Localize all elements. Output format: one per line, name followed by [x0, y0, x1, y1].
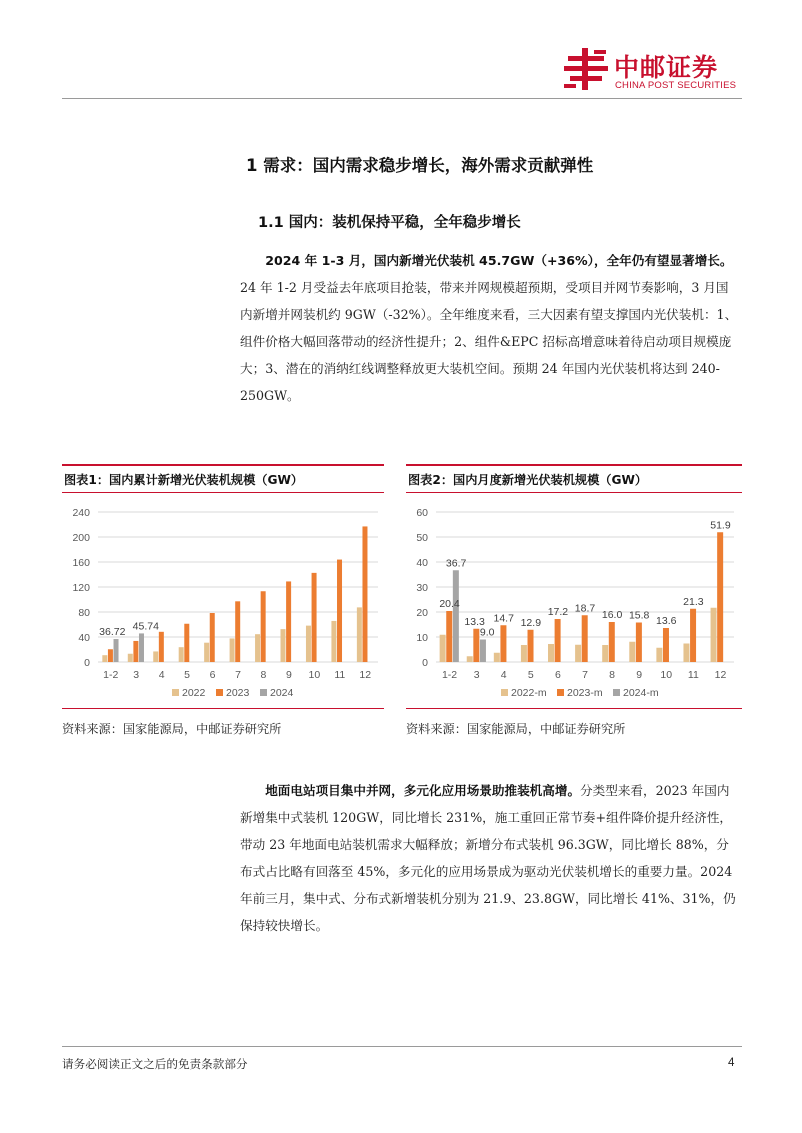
bar-2022-m: [711, 608, 717, 662]
x-tick-label: 1-2: [103, 669, 119, 681]
bar-2023: [261, 591, 266, 662]
bar-2023: [184, 624, 189, 662]
chart-title-bar: [62, 464, 384, 493]
y-tick-label: 30: [416, 582, 428, 594]
bar-2023-m: [636, 623, 642, 663]
bar-2022: [331, 621, 336, 662]
legend-swatch: [557, 689, 564, 696]
y-tick-label: 240: [72, 507, 90, 519]
bar-2023: [312, 573, 317, 662]
bar-2022: [128, 654, 133, 662]
bar-2024-m: [480, 640, 486, 663]
bar-2024-m: [453, 570, 459, 662]
chart-monthly-installations: [406, 464, 742, 706]
monthly-bar-chart: [406, 500, 742, 700]
x-tick-label: 12: [714, 669, 727, 681]
data-label: 17.2: [547, 606, 569, 618]
bar-2022: [230, 638, 235, 662]
x-tick-label: 11: [334, 669, 346, 681]
x-tick-label: 10: [660, 669, 673, 681]
subsection-heading: 1.1 国内：装机保持平稳，全年稳步增长: [258, 215, 521, 231]
x-tick-label: 6: [554, 669, 561, 681]
header-divider: [62, 98, 742, 99]
x-tick-label: 3: [473, 669, 480, 681]
x-tick-label: 6: [209, 669, 216, 681]
x-tick-label: 10: [308, 669, 321, 681]
paragraph-body: 24 年 1-2 月受益去年底项目抢装，带来并网规模超预期，受项目并网节奏影响，3 月国内新增并网装机约 9GW（-32%）。全年维度来看，三大因素有望支撑国内光伏装机：1、组件价格大幅回落带动的经济性提升；2、组件&EPC 招标高增意味着待启动项目规模庞大；3、潜在的消纳红线调整释放更大装机空间。预期 24 年国内光伏装机将达到 240-250GW。: [240, 280, 738, 403]
chart-title: 图表1：国内累计新增光伏装机规模（GW）: [64, 473, 304, 487]
x-tick-label: 5: [527, 669, 534, 681]
y-tick-label: 0: [422, 657, 428, 669]
chart-bottom-divider: [62, 708, 384, 709]
y-tick-label: 200: [72, 532, 90, 544]
x-tick-label: 8: [609, 669, 616, 681]
data-label: 16.0: [601, 609, 623, 621]
legend-label: 2024: [270, 687, 294, 699]
bar-2023: [159, 632, 164, 662]
data-label: 13.6: [656, 615, 677, 627]
legend-label: 2022-m: [511, 687, 547, 699]
chart-source-note: 资料来源：国家能源局，中邮证券研究所: [406, 722, 626, 736]
bar-2023-m: [500, 625, 506, 662]
x-tick-label: 4: [158, 669, 165, 681]
data-label: 12.9: [520, 616, 542, 629]
data-label: 13.3: [464, 615, 485, 628]
legend-swatch: [501, 689, 508, 696]
bar-2022: [204, 643, 209, 662]
bar-2022-m: [548, 644, 554, 662]
bar-2023: [133, 641, 138, 662]
x-tick-label: 5: [184, 669, 191, 681]
logo-english-name: CHINA POST SECURITIES: [615, 80, 737, 91]
data-label: 51.9: [710, 519, 731, 532]
data-label: 15.8: [628, 609, 650, 622]
y-tick-label: 160: [72, 557, 90, 569]
bar-2023: [337, 560, 342, 662]
bar-2023-m: [473, 629, 479, 662]
chart-title: 图表2：国内月度新增光伏装机规模（GW）: [408, 473, 648, 487]
bar-2023: [286, 581, 291, 662]
x-tick-label: 7: [235, 669, 241, 681]
bar-2023-m: [609, 622, 615, 662]
x-tick-label: 12: [359, 669, 372, 681]
data-label: 9.0: [479, 626, 495, 639]
bar-2022-m: [656, 648, 662, 662]
bar-2022-m: [440, 635, 446, 662]
x-tick-label: 7: [582, 669, 588, 681]
legend-label: 2023: [226, 687, 250, 699]
y-tick-label: 20: [416, 607, 428, 619]
data-label: 45.74: [132, 620, 159, 633]
legend-swatch: [216, 689, 223, 696]
y-tick-label: 60: [416, 507, 428, 519]
paragraph-domestic-demand: [240, 247, 740, 409]
bar-2022: [102, 655, 107, 662]
legend-label: 2023-m: [567, 687, 603, 699]
logo-chinese-name: 中邮证券: [614, 53, 719, 82]
legend-label: 2022: [182, 687, 206, 699]
y-tick-label: 0: [84, 657, 90, 669]
bar-2023-m: [690, 609, 696, 662]
y-tick-label: 50: [416, 532, 428, 544]
bar-2022: [357, 607, 362, 662]
x-tick-label: 11: [687, 669, 699, 681]
legend-swatch: [172, 689, 179, 696]
chart-bottom-divider: [406, 708, 742, 709]
company-logo: [564, 44, 740, 94]
bar-2022: [255, 634, 260, 662]
x-tick-label: 3: [133, 669, 140, 681]
data-label: 21.3: [683, 595, 704, 608]
bar-2022-m: [467, 656, 473, 662]
section-heading: 1 需求：国内需求稳步增长，海外需求贡献弹性: [246, 156, 594, 175]
bar-2023-m: [663, 628, 669, 662]
bar-2022-m: [494, 653, 500, 662]
page-number: 4: [728, 1056, 735, 1069]
bar-2023-m: [446, 611, 452, 662]
x-tick-label: 4: [500, 669, 507, 681]
paragraph-body: 分类型来看，2023 年国内新增集中式装机 120GW，同比增长 231%，施工重回正常节奏+组件降价提升经济性，带动 23 年地面电站装机需求大幅释放；新增分布式装机 96.3GW，同比增长 88%，分布式占比略有回落至 45%，多元化的应用场景成为驱动光伏装机增长的重要力量。2024 年前三月，集中式、分布式新增装机分别为 21.9、23.8GW，同比增长 41%、31%，仍保持较快增长。: [240, 783, 736, 933]
y-tick-label: 40: [78, 632, 90, 644]
legend-label: 2024-m: [623, 687, 659, 699]
cumulative-bar-chart: [62, 500, 384, 700]
paragraph-ground-plants: [240, 777, 740, 939]
y-tick-label: 80: [78, 607, 90, 619]
chart-source-note: 资料来源：国家能源局，中邮证券研究所: [62, 722, 282, 736]
data-label: 36.72: [99, 626, 126, 639]
x-tick-label: 1-2: [441, 669, 458, 681]
bar-2023: [108, 649, 113, 662]
chart-title-bar: [406, 464, 742, 493]
footer-divider: [62, 1046, 742, 1047]
paragraph-lead-bold: 2024 年 1-3 月，国内新增光伏装机 45.7GW（+36%），全年仍有望显著增长。: [265, 253, 733, 268]
y-tick-label: 40: [416, 557, 428, 569]
y-tick-label: 120: [72, 582, 90, 594]
bar-2023-m: [555, 619, 561, 662]
paragraph-lead-bold: 地面电站项目集中并网，多元化应用场景助推装机高增。: [265, 783, 581, 798]
bar-2022-m: [683, 644, 689, 663]
disclaimer-note: 请务必阅读正文之后的免责条款部分: [62, 1057, 248, 1071]
bar-2024: [114, 639, 119, 662]
bar-2023-m: [528, 630, 534, 662]
bar-2022-m: [575, 645, 581, 662]
data-label: 18.7: [574, 602, 596, 615]
bar-2023: [362, 526, 367, 662]
bar-2022: [153, 651, 158, 662]
legend-swatch: [613, 689, 620, 696]
bar-2022: [179, 647, 184, 662]
y-tick-label: 10: [416, 632, 428, 644]
bar-2022: [306, 626, 311, 662]
bar-2023: [210, 613, 215, 662]
bar-2022-m: [521, 645, 527, 662]
bar-2024: [139, 633, 144, 662]
bar-2022: [281, 629, 286, 662]
x-tick-label: 9: [636, 669, 643, 681]
data-label: 14.7: [493, 612, 514, 625]
bar-2023-m: [582, 615, 588, 662]
x-tick-label: 8: [260, 669, 267, 681]
bar-2022-m: [629, 642, 635, 662]
bar-2022-m: [602, 645, 608, 662]
bar-2023-m: [717, 532, 723, 662]
data-label: 20.4: [439, 598, 460, 610]
x-tick-label: 9: [285, 669, 292, 681]
chart-cumulative-installations: [62, 464, 384, 706]
logo-mark-icon: [564, 48, 608, 90]
bar-2023: [235, 601, 240, 662]
data-label: 36.7: [445, 557, 467, 570]
legend-swatch: [260, 689, 267, 696]
